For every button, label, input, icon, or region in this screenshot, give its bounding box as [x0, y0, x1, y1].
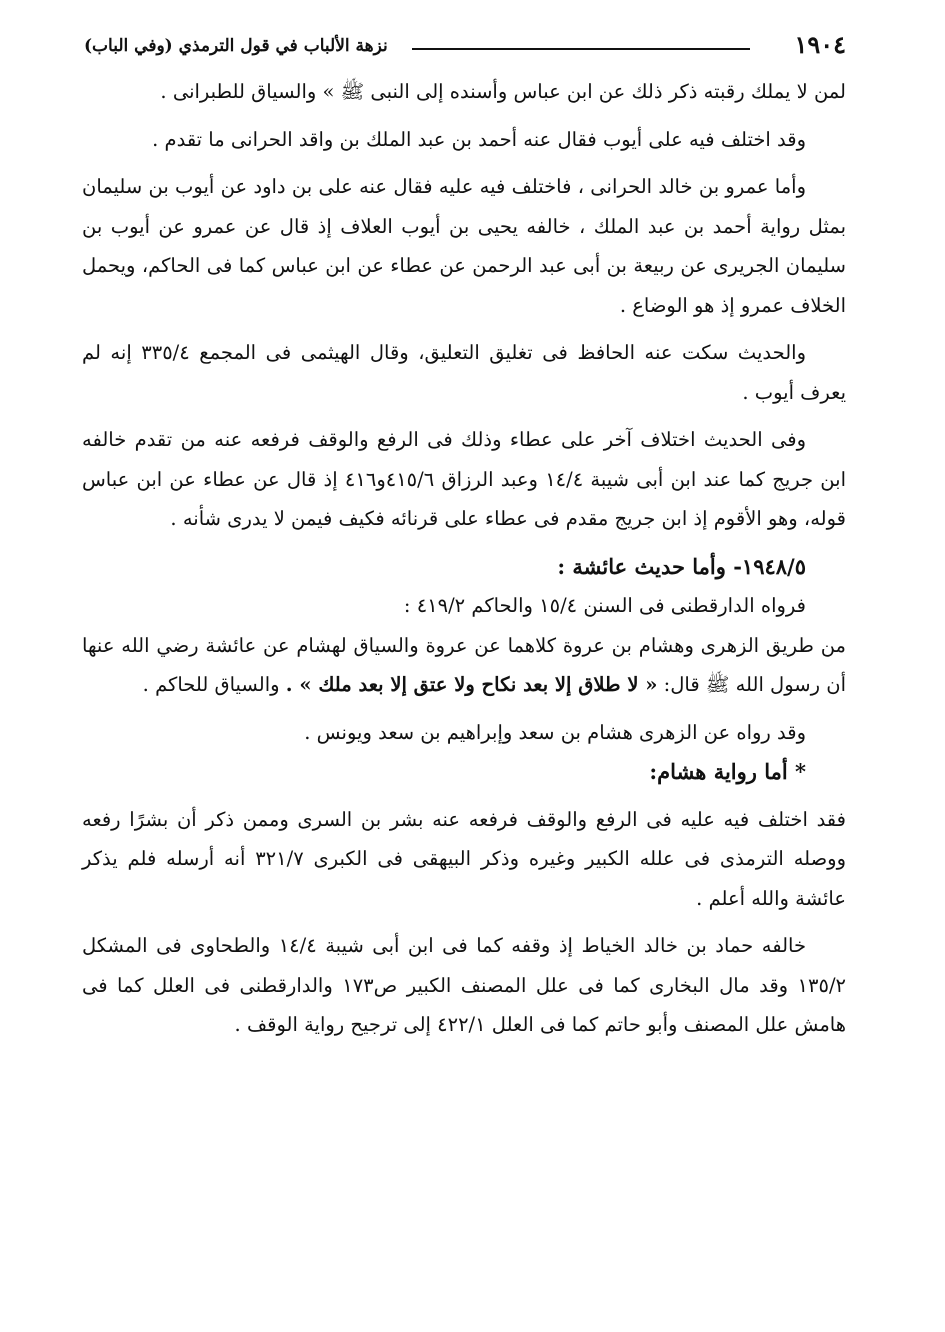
paragraph: فرواه الدارقطنى فى السنن ١٥/٤ والحاكم ٤١٩/٢ :	[403, 594, 806, 617]
hadith-note: والسياق للحاكم .	[142, 673, 280, 696]
paragraph: وقد اختلف فيه على أيوب فقال عنه أحمد بن عبد الملك بن واقد الحرانى ما تقدم .	[152, 127, 806, 151]
page-number: ١٩٠٤	[794, 30, 846, 59]
paragraph: فقد اختلف فيه عليه فى الرفع والوقف فرفعه عنه بشر بن السرى وممن ذكر أن بشرًا رفعه ووصله الترمذى فى علله الكبير وغيره وذكر البيهقى فى الكبرى ٣٢١/٧ أنه أرسله فلم يذكر عائشة والله أعلم .	[82, 807, 846, 910]
page-header	[84, 30, 846, 70]
subsection-heading: * أما رواية هشام:	[649, 759, 806, 784]
paragraph: وأما عمرو بن خالد الحرانى ، فاختلف فيه عليه فقال عنه على بن داود عن أيوب بن سليمان بمثل رواية أحمد بن عبد الملك ، خالفه يحيى بن أيوب العلاف إذ قال عن عمرو عن أيوب بن سليمان الجريرى عن ربيعة بن أبى عبد الرحمن عن عطاء عن ابن عباس كما فى الحاكم، ويحمل الخلاف عمرو إذ هو الوضاع .	[82, 175, 846, 317]
body-text	[82, 72, 846, 1045]
paragraph-continuation: لمن لا يملك رقبته ذكر ذلك عن ابن عباس وأسنده إلى النبى ﷺ » والسياق للطبرانى .	[160, 80, 846, 103]
hadith-text: « لا طلاق إلا بعد نكاح ولا عتق إلا بعد ملك » .	[285, 673, 658, 696]
paragraph: وفى الحديث اختلاف آخر على عطاء وذلك فى الرفع والوقف فرفعه عنه من تقدم خالفه ابن جريج كما عند ابن أبى شيبة ١٤/٤ وعبد الرزاق ٤١٥/٦و٤١٦ إذ قال عن عطاء عن ابن عباس قوله، وهو الأقوم إذ ابن جريج مقدم فى عطاء على قرنائه فكيف فيمن لا يدرى شأنه .	[82, 428, 846, 530]
paragraph: والحديث سكت عنه الحافظ فى تغليق التعليق، وقال الهيثمى فى المجمع ٣٣٥/٤ إنه لم يعرف أيوب .	[82, 341, 846, 404]
paragraph	[82, 626, 846, 705]
header-rule	[412, 48, 750, 50]
paragraph: خالفه حماد بن خالد الخياط إذ وقفه كما فى ابن أبى شيبة ١٤/٤ والطحاوى فى المشكل ١٣٥/٢ وقد مال البخارى كما فى علل المصنف الكبير ص١٧٣ والدارقطنى فى العلل كما فى هامش علل المصنف وأبو حاتم كما فى العلل ٤٢٢/١ إلى ترجيح رواية الوقف .	[82, 934, 846, 1036]
running-title: نزهة الألباب في قول الترمذي (وفي الباب)	[84, 36, 388, 56]
section-heading: ١٩٤٨/٥- وأما حديث عائشة :	[557, 553, 806, 579]
paragraph: وقد رواه عن الزهرى هشام بن سعد وإبراهيم بن سعد ويونس .	[304, 720, 806, 744]
hadith-chain: من طريق الزهرى وهشام بن عروة كلاهما عن عروة والسياق لهشام عن عائشة رضي الله عنها أن رسول الله ﷺ قال:	[82, 633, 846, 696]
